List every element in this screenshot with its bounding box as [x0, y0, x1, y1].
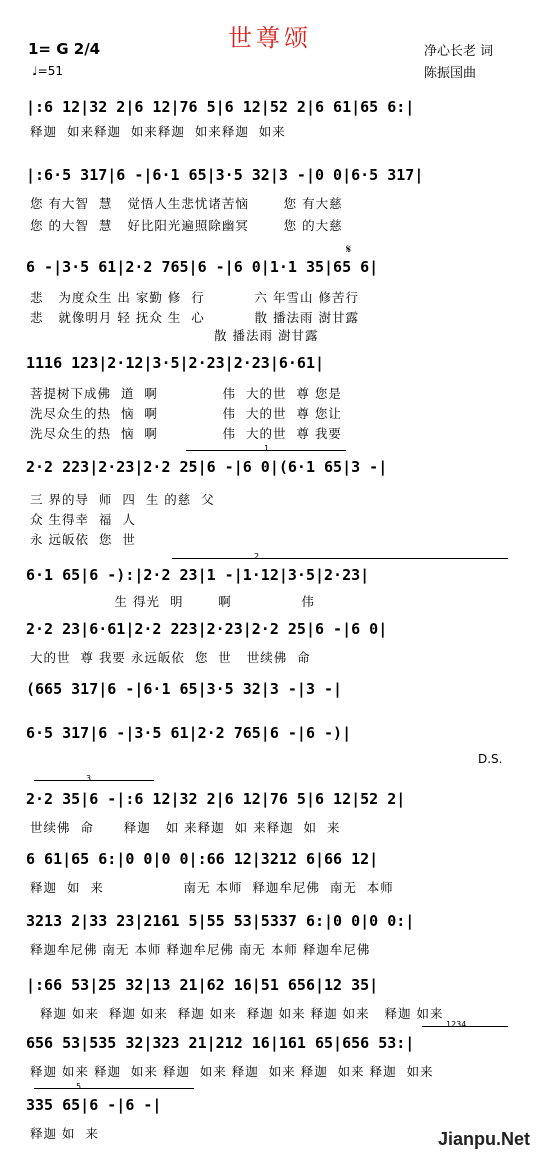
volta-number: 1234	[446, 1020, 467, 1029]
notes-line: |:6 12|32 2|6 12|76 5|6 12|52 2|6 61|65 6:|	[26, 98, 415, 116]
volta-bracket	[34, 780, 154, 781]
notes-line: 1116 123|2·12|3·5|2·23|2·23|6·61|	[26, 354, 325, 372]
notes-line: |:6·5 317|6 -|6·1 65|3·5 32|3 -|0 0|6·5 317|	[26, 166, 424, 184]
lyric-line: 释迦 如 来 南无 本师 释迦牟尼佛 南无 本师	[30, 880, 394, 895]
lyric-line: 您 的大智 慧 好比阳光遍照除幽冥 您 的大慈	[30, 218, 343, 233]
score-row-9	[26, 724, 508, 764]
score-row-13	[26, 976, 508, 1022]
score-row-15	[26, 1082, 508, 1142]
lyric-line: 悲 为度众生 出 家勤 修 行 六 年雪山 修苦行	[30, 290, 359, 305]
lyric-line: 释迦 如来 释迦 如来 释迦 如来 释迦 如来 释迦 如来 释迦 如来	[30, 1064, 434, 1079]
score-row-5	[26, 444, 508, 548]
lyric-line: 三 界的导 师 四 生 的慈 父	[30, 492, 215, 507]
notes-line: 3213 2|33 23|2161 5|55 53|5337 6:|0 0|0 0:|	[26, 912, 415, 930]
volta-number: 3	[86, 774, 92, 783]
composer-credit: 陈振国曲	[424, 66, 477, 81]
volta-number: 1	[264, 444, 270, 453]
notes-line: 2·2 223|2·23|2·2 25|6 -|6 0|(6·1 65|3 -|	[26, 458, 388, 476]
notes-line: (665 317|6 -|6·1 65|3·5 32|3 -|3 -|	[26, 680, 343, 698]
song-title: 世尊颂	[228, 24, 312, 52]
notes-line: 6 -|3·5 61|2·2 765|6 -|6 0|1·1 35|65 6|	[26, 258, 379, 276]
lyric-line: 散 播法雨 澍甘露	[30, 328, 319, 343]
notes-line: 2·2 35|6 -|:6 12|32 2|6 12|76 5|6 12|52 2|	[26, 790, 406, 808]
score-row-14	[26, 1020, 508, 1080]
watermark-logo: Jianpu.Net	[437, 1129, 530, 1149]
lyric-line: 释迦 如来 释迦 如来 释迦 如来 释迦 如来 释迦 如来 释迦 如来	[30, 1006, 444, 1021]
score-row-4	[26, 354, 508, 440]
volta-number: 2	[254, 552, 260, 561]
score-row-3	[26, 242, 508, 344]
score-row-12	[26, 912, 508, 958]
lyric-line: 菩提树下成佛 道 啊 伟 大的世 尊 您是	[30, 386, 342, 401]
lyric-line: 释迦 如 来	[30, 1126, 99, 1141]
lyric-line: 生 得光 明 啊 伟	[30, 594, 315, 609]
notes-line: 2·2 23|6·61|2·2 223|2·23|2·2 25|6 -|6 0|	[26, 620, 388, 638]
score-row-7	[26, 620, 508, 666]
lyric-line: 世续佛 命 释迦 如 来释迦 如 来释迦 如 来	[30, 820, 341, 835]
score-row-8	[26, 680, 508, 706]
notes-line: 656 53|535 32|323 21|212 16|161 65|656 53:|	[26, 1034, 415, 1052]
lyric-line: 大的世 尊 我要 永远皈依 您 世 世续佛 命	[30, 650, 311, 665]
lyric-line: 释迦 如来释迦 如来释迦 如来释迦 如来	[30, 124, 286, 139]
lyric-line: 释迦牟尼佛 南无 本师 释迦牟尼佛 南无 本师 释迦牟尼佛	[30, 942, 371, 957]
volta-number: 5	[76, 1082, 82, 1091]
notes-line: 6·5 317|6 -|3·5 61|2·2 765|6 -|6 -)|	[26, 724, 352, 742]
score-row-2	[26, 166, 508, 236]
score-row-1	[26, 98, 508, 142]
lyricist-credit: 净心长老 词	[424, 44, 494, 59]
score-row-10	[26, 774, 508, 836]
lyric-line: 众 生得幸 福 人	[30, 512, 136, 527]
lyric-line: 洗尽众生的热 恼 啊 伟 大的世 尊 您让	[30, 406, 342, 421]
lyric-line: 永 远皈依 您 世	[30, 532, 136, 547]
lyric-line: 您 有大智 慧 觉悟人生悲忧诸苦恼 您 有大慈	[30, 196, 343, 211]
lyric-line: 悲 就像明月 轻 抚众 生 心 散 播法雨 澍甘露	[30, 310, 359, 325]
ds-mark: D.S.	[478, 752, 503, 766]
score-row-6	[26, 552, 508, 610]
volta-bracket	[34, 1088, 194, 1089]
notes-line: 6·1 65|6 -):|2·2 23|1 -|1·12|3·5|2·23|	[26, 566, 370, 584]
score-row-11	[26, 850, 508, 896]
lyric-line: 洗尽众生的热 恼 啊 伟 大的世 尊 我要	[30, 426, 342, 441]
key-signature: 1= G 2/4	[28, 40, 101, 58]
notes-line: |:66 53|25 32|13 21|62 16|51 656|12 35|	[26, 976, 379, 994]
segno-icon: 𝄋	[346, 242, 352, 256]
notes-line: 335 65|6 -|6 -|	[26, 1096, 162, 1114]
notes-line: 6 61|65 6:|0 0|0 0|:66 12|3212 6|66 12|	[26, 850, 379, 868]
volta-bracket	[172, 558, 508, 559]
tempo-mark: ♩=51	[32, 64, 63, 78]
